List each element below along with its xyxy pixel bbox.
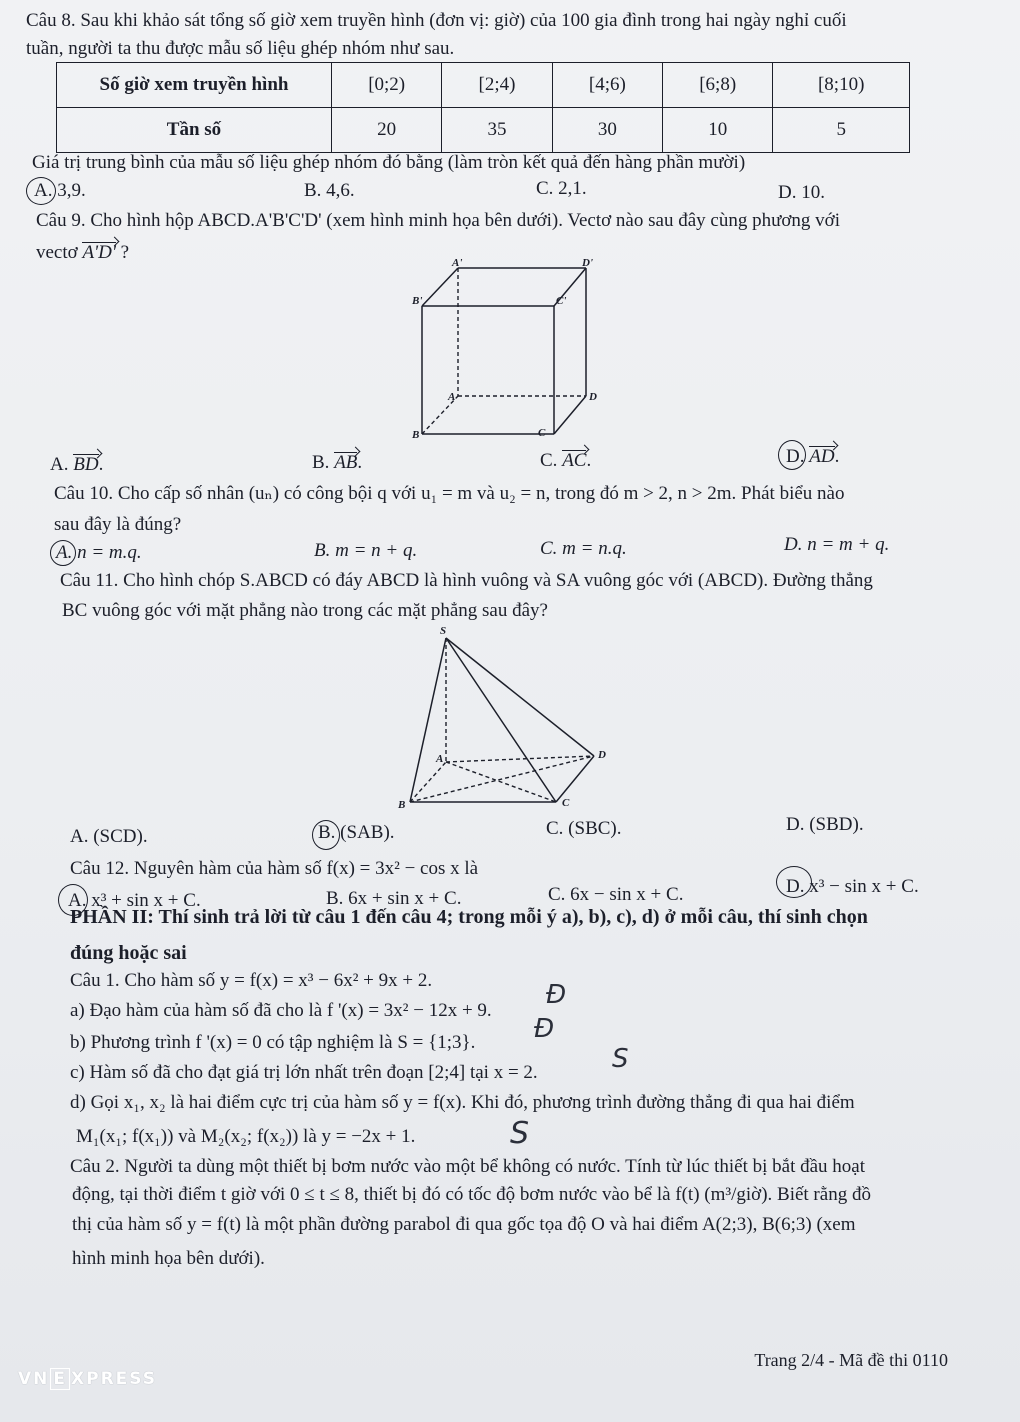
table-cell: [2;4) [442, 63, 552, 108]
table-header-label: Số giờ xem truyền hình [57, 63, 332, 108]
part2-c1-c: c) Hàm số đã cho đạt giá trị lớn nhất trên đoạn [2;4] tại x = 2. [70, 1062, 538, 1083]
q9-option-d: D. AD. [786, 446, 840, 467]
handwritten-mark: S [510, 1116, 530, 1151]
figure-label: B [398, 799, 406, 811]
q12-option-c: C. 6x − sin x + C. [548, 884, 684, 905]
figure-label: B [412, 429, 420, 441]
part2-c1-d-line-1: d) Gọi x₁, x₂ là hai điểm cực trị của hàm số y = f(x). Khi đó, phương trình đường thẳng đi qua hai điểm [70, 1092, 855, 1113]
part2-c1-d-line-2: M₁(x₁; f(x₁)) và M₂(x₂; f(x₂)) là y = −2x + 1. [76, 1126, 416, 1147]
q8-prompt: Giá trị trung bình của mẫu số liệu ghép nhóm đó bằng (làm tròn kết quả đến hàng phần mười) [32, 152, 746, 173]
q10-option-a: A. n = m.q. [56, 542, 142, 563]
q12-stem: Câu 12. Nguyên hàm của hàm số f(x) = 3x² − cos x là [70, 858, 479, 879]
q11-option-c: C. (SBC). [546, 818, 622, 839]
figure-label: D [598, 749, 606, 761]
figure-label: D' [582, 257, 593, 269]
figure-label: S [440, 625, 447, 637]
table-cell: 20 [332, 108, 442, 153]
page-footer: Trang 2/4 - Mã đề thi 0110 [754, 1350, 948, 1370]
q11-stem-line-1: Câu 11. Cho hình chóp S.ABCD có đáy ABCD là hình vuông và SA vuông góc với (ABCD). Đường thẳng [60, 570, 873, 591]
table-cell: [8;10) [773, 63, 910, 108]
q10-option-c: C. m = n.q. [540, 538, 627, 559]
q9-option-b: B. AB. [312, 452, 363, 473]
table-cell: [6;8) [663, 63, 773, 108]
figure-label: B' [412, 295, 423, 307]
table-cell: [0;2) [332, 63, 442, 108]
q9-option-c: C. AC. [540, 450, 592, 471]
handwritten-circle [50, 540, 76, 566]
figure-label: A' [452, 257, 463, 269]
q11-option-b: B. (SAB). [318, 822, 395, 843]
handwritten-mark: S [612, 1044, 629, 1074]
figure-label: A [448, 391, 456, 403]
q8-option-a: A. 3,9. [34, 180, 86, 201]
table-row [57, 63, 910, 108]
handwritten-circle [776, 866, 812, 898]
q12-option-d: D. x³ − sin x + C. [786, 876, 919, 897]
q8-stem-line-2: tuần, người ta thu được mẫu số liệu ghép nhóm như sau. [26, 38, 455, 59]
q12-option-b: B. 6x + sin x + C. [326, 888, 462, 909]
table-cell: 30 [552, 108, 662, 153]
part2-c1-stem: Câu 1. Cho hàm số y = f(x) = x³ − 6x² + 9x + 2. [70, 970, 433, 991]
figure-label: C [538, 427, 546, 439]
part2-c2-line-1: Câu 2. Người ta dùng một thiết bị bơm nước vào một bể không có nước. Tính từ lúc thiết bị bắt đầu hoạt [70, 1156, 865, 1177]
figure-label: C [562, 797, 570, 809]
q10-option-b: B. m = n + q. [314, 540, 418, 561]
table-cell: 10 [663, 108, 773, 153]
part2-c2-line-3: thị của hàm số y = f(t) là một phần đường parabol đi qua gốc tọa độ O và hai điểm A(2;3), B(6;3) (xem [72, 1214, 856, 1235]
q8-stem-line-1: Câu 8. Sau khi khảo sát tổng số giờ xem truyền hình (đơn vị: giờ) của 100 gia đình trong hai ngày nghỉ cuối [26, 10, 847, 31]
table-row [57, 108, 910, 153]
table-freq-label: Tần số [57, 108, 332, 153]
figure-label: C' [556, 295, 567, 307]
vnexpress-watermark-logo: VN E XPRESS [18, 1369, 158, 1389]
q8-frequency-table [56, 62, 910, 153]
table-cell: 5 [773, 108, 910, 153]
part2-heading-line-2: đúng hoặc sai [70, 942, 187, 964]
q9-stem-line-1: Câu 9. Cho hình hộp ABCD.A'B'C'D' (xem hình minh họa bên dưới). Vectơ nào sau đây cùng phương với [36, 210, 840, 231]
part2-c2-line-4: hình minh họa bên dưới). [72, 1248, 265, 1269]
q11-option-a: A. (SCD). [70, 826, 148, 847]
part2-c1-b: b) Phương trình f '(x) = 0 có tập nghiệm là S = {1;3}. [70, 1032, 476, 1053]
figure-label: D [589, 391, 597, 403]
handwritten-mark: Đ [534, 1014, 555, 1044]
q9-stem-line-2: vectơ A'D' ? [36, 242, 130, 263]
part2-c2-line-2: động, tại thời điểm t giờ với 0 ≤ t ≤ 8, thiết bị đó có tốc độ bơm nước vào bể là f(t) (m³/giờ). Biết rằng đồ [72, 1184, 871, 1205]
q11-option-d: D. (SBD). [786, 814, 864, 835]
part2-c1-a: a) Đạo hàm của hàm số đã cho là f '(x) = 3x² − 12x + 9. [70, 1000, 492, 1021]
q8-option-c: C. 2,1. [536, 178, 587, 199]
q9-option-a: A. BD. [50, 454, 104, 475]
handwritten-circle [778, 440, 806, 470]
q8-option-b: B. 4,6. [304, 180, 355, 201]
part2-heading-line-1: PHẦN II: Thí sinh trả lời từ câu 1 đến câu 4; trong mỗi ý a), b), c), d) ở mỗi câu, thí sinh chọn [70, 906, 868, 928]
q11-pyramid-figure [392, 624, 622, 816]
q12-option-a: A. x³ + sin x + C. [68, 890, 201, 911]
q9-parallelepiped-figure [392, 256, 604, 446]
q11-stem-line-2: BC vuông góc với mặt phẳng nào trong các mặt phẳng sau đây? [62, 600, 548, 621]
handwritten-mark: Đ [546, 980, 567, 1010]
table-cell: 35 [442, 108, 552, 153]
figure-label: A [436, 753, 444, 765]
q10-option-d: D. n = m + q. [784, 534, 890, 555]
q10-stem-line-2: sau đây là đúng? [54, 514, 182, 535]
table-cell: [4;6) [552, 63, 662, 108]
handwritten-circle [26, 177, 56, 205]
handwritten-circle [312, 820, 340, 850]
q10-stem-line-1: Câu 10. Cho cấp số nhân (uₙ) có công bội q với u₁ = m và u₂ = n, trong đó m > 2, n > 2m. Phát biểu nào [54, 483, 845, 504]
q8-option-d: D. 10. [778, 182, 825, 203]
vector-a-prime-d-prime: A'D' [82, 242, 116, 263]
